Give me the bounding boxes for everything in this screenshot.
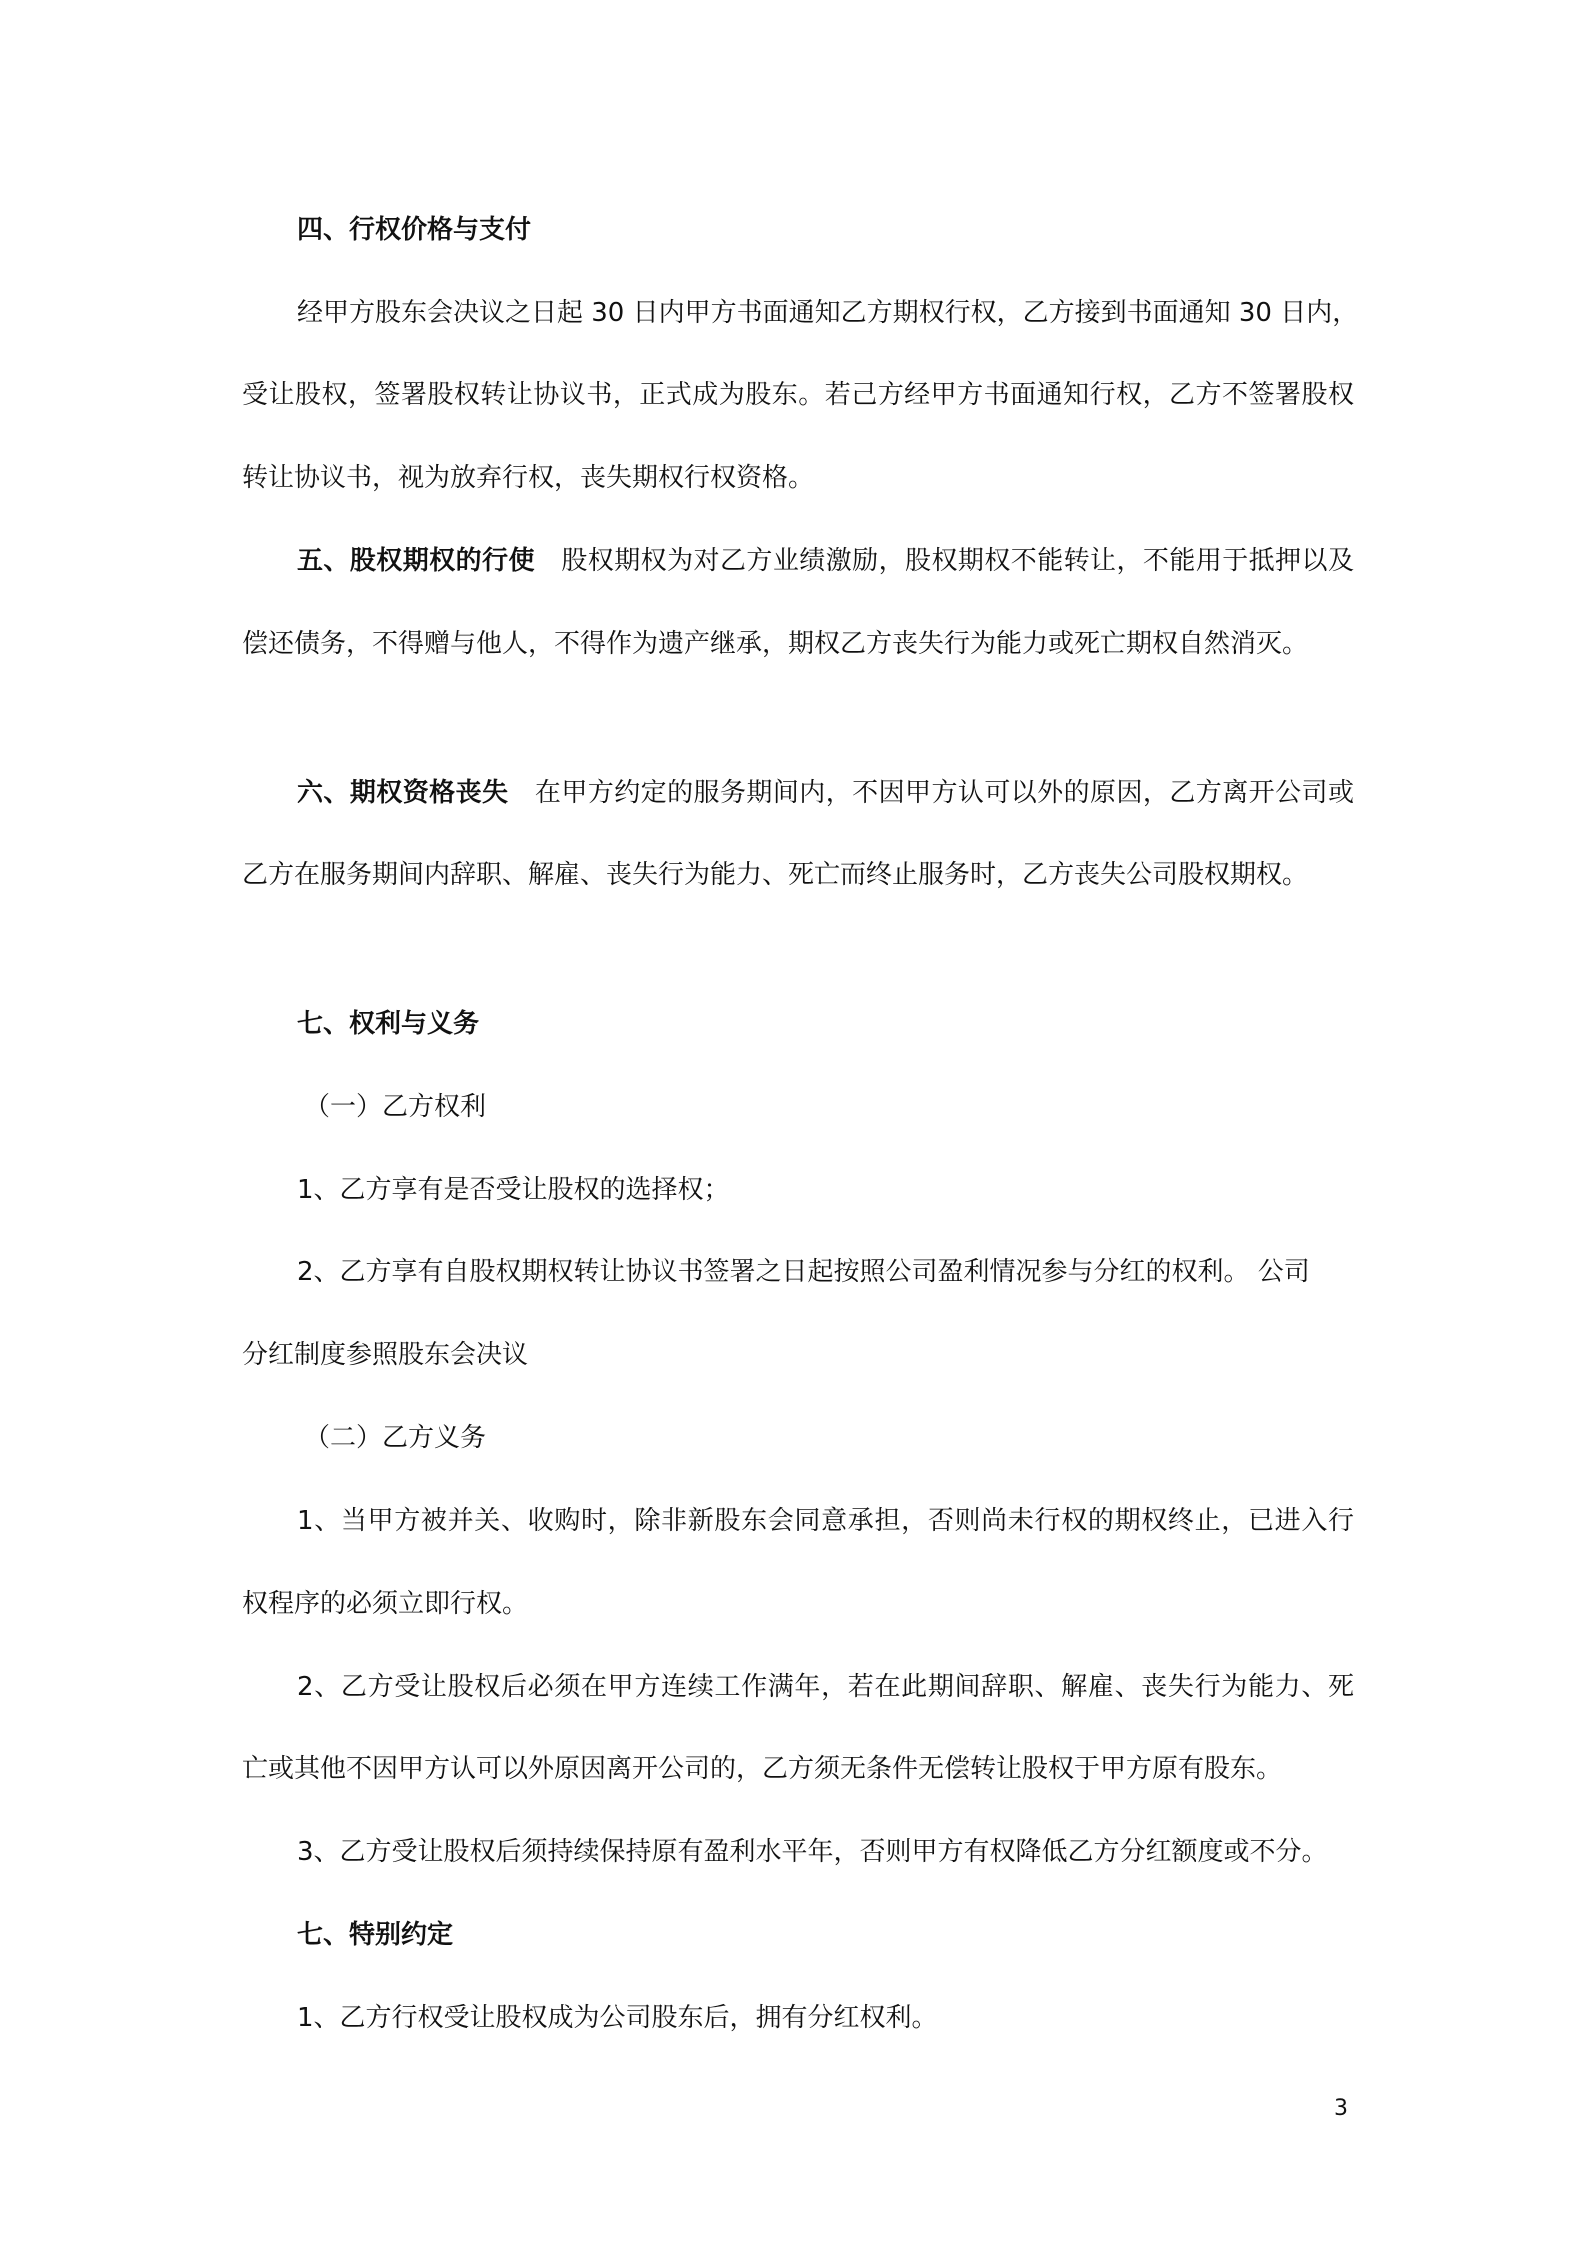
subsection-title-duties: （二）乙方义务 (304, 1423, 487, 1453)
paragraph-text: 股权期权为对乙方业绩激励，股权期权不能转让，不能用于抵押以及 (560, 546, 1354, 576)
section-heading-special-provisions: 七、特别约定 (297, 1920, 454, 1950)
list-item: 1、乙方享有是否受让股权的选择权； (297, 1175, 730, 1205)
list-item: 2、乙方享有自股权期权转让协议书签署之日起按照公司盈利情况参与分红的权利。 公司 (297, 1257, 1310, 1287)
subsection-title-rights: （一）乙方权利 (304, 1092, 487, 1122)
list-item: 1、当甲方被并关、收购时，除非新股东会同意承担，否则尚未行权的期权终止，已进入行 (297, 1506, 1354, 1536)
list-item-continuation: 亡或其他不因甲方认可以外原因离开公司的，乙方须无条件无偿转让股权于甲方原有股东。 (242, 1754, 1283, 1784)
paragraph-line: 受让股权，签署股权转让协议书，正式成为股东。若己方经甲方书面通知行权，乙方不签署股权 (242, 380, 1354, 410)
paragraph-line (297, 543, 1354, 579)
list-item-continuation: 权程序的必须立即行权。 (242, 1589, 529, 1619)
section-heading-option-exercise: 五、股权期权的行使 (297, 546, 535, 576)
paragraph-line: 乙方在服务期间内辞职、解雇、丧失行为能力、死亡而终止服务时，乙方丧失公司股权期权。 (242, 860, 1309, 890)
list-item: 2、乙方受让股权后必须在甲方连续工作满年，若在此期间辞职、解雇、丧失行为能力、死 (297, 1672, 1354, 1702)
list-item: 1、乙方行权受让股权成为公司股东后，拥有分红权利。 (297, 2003, 938, 2033)
section-heading-loss-of-eligibility: 六、期权资格丧失 (297, 778, 509, 808)
paragraph-text: 在甲方约定的服务期间内，不因甲方认可以外的原因，乙方离开公司或 (534, 778, 1354, 808)
paragraph-line: 偿还债务，不得赠与他人，不得作为遗产继承，期权乙方丧失行为能力或死亡期权自然消灭。 (242, 629, 1309, 659)
paragraph-line: 转让协议书，视为放弃行权，丧失期权行权资格。 (242, 463, 815, 493)
page-number: 3 (1334, 2096, 1348, 2121)
list-item-continuation: 分红制度参照股东会决议 (242, 1340, 529, 1370)
section-heading-exercise-price: 四、行权价格与支付 (297, 215, 532, 245)
list-item: 3、乙方受让股权后须持续保持原有盈利水平年，否则甲方有权降低乙方分红额度或不分。 (297, 1837, 1328, 1867)
paragraph-line (297, 775, 1354, 811)
paragraph-line: 经甲方股东会决议之日起 30 日内甲方书面通知乙方期权行权，乙方接到书面通知 30 日内， (297, 298, 1359, 328)
section-heading-rights-obligations: 七、权利与义务 (297, 1009, 480, 1039)
